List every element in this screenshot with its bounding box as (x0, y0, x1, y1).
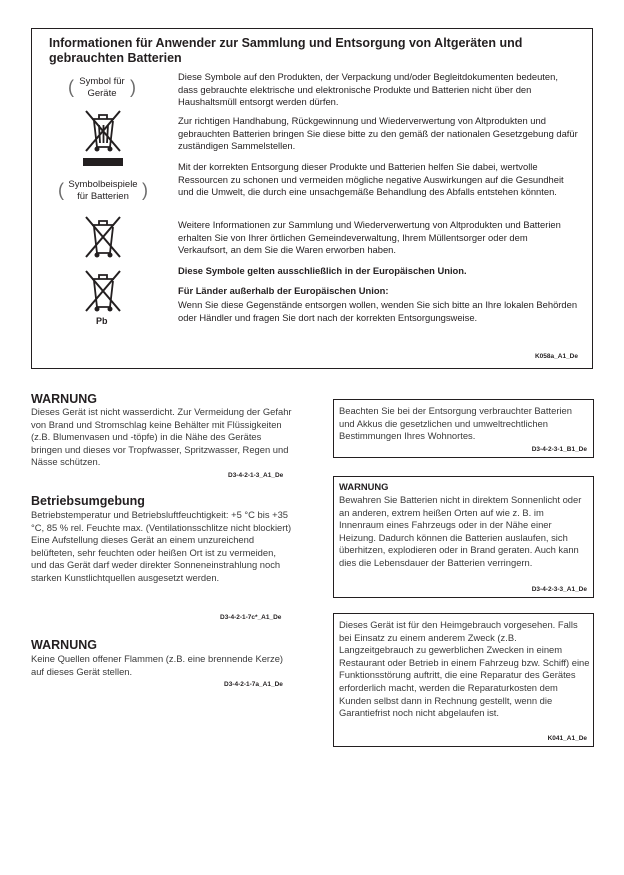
battery-disposal-code: D3-4-2-3-1_B1_De (531, 446, 587, 453)
disposal-code: K058a_A1_De (534, 353, 578, 360)
disposal-paragraph-2: Zur richtigen Handhabung, Rückgewinnung und Wiederverwertung von Altprodukten und gebrauchten Batterien bringen Sie diese bitte zu den gemäß der nationalen Gesetzgebung dafür zuständigen Sammelstellen. (178, 115, 578, 152)
environment-text: Betriebstemperatur und Betriebsluftfeuchtigkeit: +5 °C bis +35 °C, 85 % rel. Feuchte max. (Ventilationsschlitze nicht blockiert) Eine Aufstellung dieses Gerät an einem unzureichend belüfteten, sehr feuchten oder heißen Ort ist zu vermeiden, und das Gerät darf weder direkter Sonneneinstrahlung noch starken Kunstlichtquellen ausgesetzt werden. (31, 509, 292, 583)
battery-warning-text: Bewahren Sie Batterien nicht in direktem Sonnenlicht oder an anderen, extrem heißen Orten auf wie z. B. im Innenraum eines Fahrzeugs oder in der Nähe einer Heizung. Dadurch können die Batterien auslaufen, sich überhitzen, explodieren oder in Brand geraten. Auch kann dies die Lebensdauer der Batterien verringern. (339, 494, 582, 568)
disposal-paragraph-3: Mit der korrekten Entsorgung dieser Produkte und Batterien helfen Sie dabei, wertvolle Ressourcen zu schonen und vermeiden mögliche negative Auswirkungen auf die Gesundheit und die Umwelt, die durch eine unsachgemäße Behandlung des Abfalls entstehen könnten. (178, 161, 564, 198)
warning-heading-1: WARNUNG (31, 392, 97, 406)
home-use-text: Dieses Gerät ist für den Heimgebrauch vorgesehen. Falls bei Einsatz zu einem anderem Zweck (z.B. Langzeitgebrauch zu gewerblichen Zwecken in einem Restaurant oder Betrieb in einem Fahrzeug bzw. Schiff) eine Funktionsstörung auftritt, die eine Reparatur des Gerätes erforderlich macht, werden die Reparaturkosten dem Kunden selbst dann in Rechnung gestellt, wenn die Garantiefrist noch nicht abgelaufen ist. (339, 619, 590, 719)
eu-only-note: Diese Symbole gelten ausschließlich in der Europäischen Union. (178, 265, 467, 276)
outside-eu-text: Wenn Sie diese Gegenstände entsorgen wollen, wenden Sie sich bitte an Ihre lokalen Behörden oder Händler und fragen Sie dort nach der korrekten Entsorgungsweise. (178, 299, 578, 323)
disposal-title: Informationen für Anwender zur Sammlung und Entsorgung von Altgeräten und gebrauchten Batterien (49, 36, 523, 65)
environment-code: D3-4-2-1-7c*_A1_De (220, 614, 282, 621)
environment-heading: Betriebsumgebung (31, 494, 145, 508)
home-use-code: K041_A1_De (547, 735, 587, 742)
disposal-paragraph-1: Diese Symbole auf den Produkten, der Verpackung und/oder Begleitdokumenten bedeuten, dass gebrauchte elektrische und elektronische Produkte und Batterien nicht über den Haushaltsmüll entsorgt werden dürfen. (178, 71, 558, 108)
warning-code-1: D3-4-2-1-3_A1_De (228, 472, 284, 479)
symbol-devices-label: ( Symbol für Geräte ) (68, 76, 136, 99)
warning-heading-2: WARNUNG (31, 638, 97, 652)
home-use-box (333, 613, 594, 747)
warning-code-2: D3-4-2-1-7a_A1_De (224, 681, 283, 688)
warning-text-2: Keine Quellen offener Flammen (z.B. eine brennende Kerze) auf dieses Gerät stellen. (31, 653, 284, 677)
disposal-paragraph-4: Weitere Informationen zur Sammlung und Wiederverwertung von Altprodukten und Batterien erhalten Sie von Ihrer örtlichen Gemeindeverwaltung, Ihrem Müllentsorger oder dem Verkaufsort, an dem Sie die Waren erworben haben. (178, 219, 561, 256)
battery-disposal-box (333, 399, 594, 458)
warning-text-1: Dieses Gerät ist nicht wasserdicht. Zur Vermeidung der Gefahr von Brand und Stromschlag keine Behälter mit Flüssigkeiten (z.B. Blumenvasen und -töpfe) in die Nähe des Gerätes bringen und dieses vor Tropfwasser, Spritzwasser, Regen und Nässe schützen. (31, 406, 292, 468)
battery-disposal-text: Beachten Sie bei der Entsorgung verbrauchter Batterien und Akkus die gesetzlichen und umweltrechtlichen Bestimmungen Ihres Wohnortes. (339, 405, 572, 442)
crossed-out-battery-pb-bin-icon (83, 267, 123, 314)
device-bin-bar (83, 158, 123, 166)
battery-warning-code: D3-4-2-3-3_A1_De (531, 586, 587, 593)
disposal-info-box (31, 28, 593, 369)
pb-label: Pb (96, 316, 108, 326)
battery-warning-box (333, 476, 594, 598)
symbol-batteries-label: ( Symbolbeispiele für Batterien ) (58, 179, 148, 202)
battery-warning-heading: WARNUNG (339, 481, 389, 492)
outside-eu-heading: Für Länder außerhalb der Europäischen Union: (178, 285, 389, 296)
crossed-out-wheelie-bin-icon (83, 107, 123, 154)
crossed-out-battery-bin-icon (83, 213, 123, 260)
